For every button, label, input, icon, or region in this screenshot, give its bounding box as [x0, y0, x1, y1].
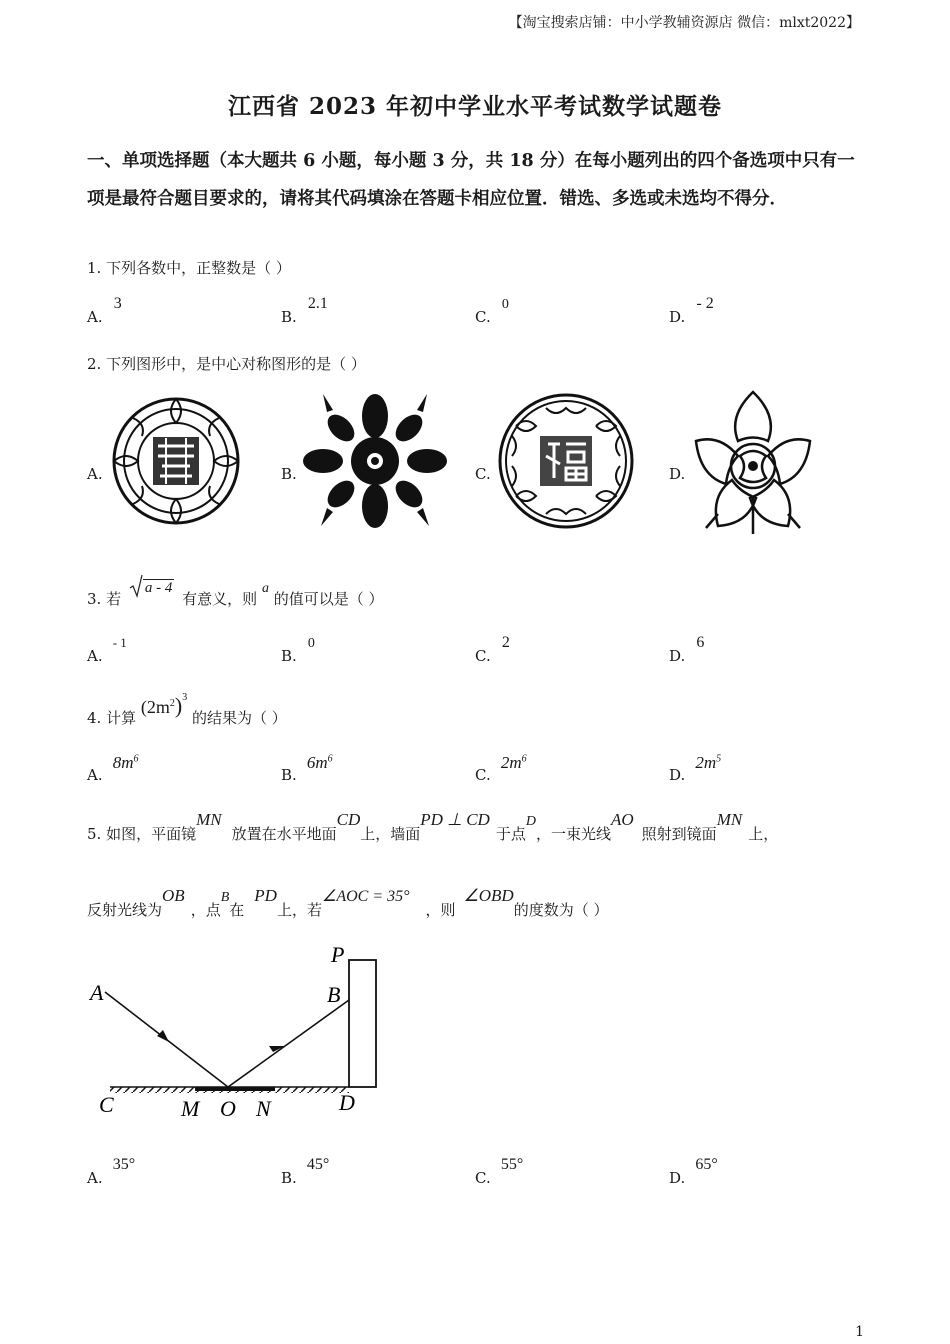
q3-option-c[interactable]	[475, 632, 510, 665]
q5-text: 上，墙面	[360, 825, 421, 843]
option-letter: C.	[475, 1169, 491, 1187]
q2-figure-c-fu-medallion	[496, 386, 638, 536]
q1-option-b[interactable]	[281, 293, 328, 326]
q5-math-perp: PD ⊥ CD	[420, 810, 490, 829]
option-exp: 6	[327, 753, 333, 765]
q5-math-d: D	[525, 814, 536, 829]
q3-middle: 有意义，则	[182, 590, 258, 608]
option-value: - 1	[112, 635, 127, 650]
option-letter: C.	[475, 766, 491, 784]
option-value: 0	[501, 297, 509, 312]
option-coef: 6m	[306, 753, 328, 772]
header-note: 【淘宝搜索店铺：中小学教辅资源店 微信：mlxt2022】	[508, 15, 860, 31]
option-letter: C.	[475, 308, 491, 326]
q5-reflection-figure	[85, 940, 395, 1130]
q5-text: 放置在水平地面	[231, 825, 337, 843]
q4-expr-inner-exp: 2	[169, 698, 175, 709]
q4-option-d[interactable]	[669, 753, 722, 784]
label-a: A	[90, 980, 104, 1005]
label-m: M	[181, 1096, 200, 1121]
q3-suffix: 的值可以是（ ）	[273, 590, 384, 608]
q3-radicand: a - 4	[144, 580, 173, 596]
q3-option-a[interactable]	[87, 632, 127, 665]
q5-text: 在	[229, 901, 245, 919]
option-value: 35°	[112, 1156, 136, 1173]
label-d: D	[339, 1090, 355, 1115]
option-coef: 2m	[695, 753, 717, 772]
q5-text: ，点	[190, 901, 221, 919]
q4-expr-base: (2m	[140, 697, 170, 717]
label-o: O	[220, 1096, 236, 1121]
label-b: B	[327, 982, 341, 1007]
q4-option-b[interactable]	[281, 753, 333, 784]
q3-prefix: 3. 若	[87, 590, 122, 608]
q2-figure-b-flower	[303, 386, 448, 536]
q2-option-a-letter[interactable]: A.	[87, 465, 103, 483]
page-number: 1	[855, 1324, 864, 1340]
q4-option-a[interactable]	[87, 753, 139, 784]
option-letter: B.	[281, 647, 297, 665]
q2-option-c-letter[interactable]: C.	[475, 465, 491, 483]
q5-text: ，一束光线	[535, 825, 611, 843]
option-value: 3	[113, 295, 122, 312]
q3-radical	[129, 574, 175, 598]
q4-suffix: 的结果为（ ）	[191, 709, 287, 727]
section-heading: 一、单项选择题（本大题共 6 小题，每小题 3 分，共 18 分）在每小题列出的四个备选项中只有一项是最符合题目要求的，请将其代码填涂在答题卡相应位置．错选、多选或未选均不得分．	[87, 151, 855, 209]
option-coef: 2m	[500, 753, 522, 772]
q5-text: 照射到镜面	[641, 825, 717, 843]
option-value	[695, 753, 721, 772]
label-c: C	[99, 1092, 114, 1117]
q5-text: 反射光线为	[87, 901, 163, 919]
q2-figure-d-lotus	[688, 386, 818, 536]
option-letter: D.	[669, 308, 686, 326]
option-value	[501, 753, 527, 772]
option-letter: D.	[669, 1169, 686, 1187]
option-letter: C.	[475, 647, 491, 665]
q3-var: a	[261, 581, 269, 596]
option-letter: A.	[87, 647, 103, 665]
q2-figure-a-seal	[106, 386, 246, 536]
q2-option-d-letter[interactable]: D.	[669, 465, 686, 483]
radical-sign-icon	[129, 574, 143, 598]
q5-text: 上，若	[276, 901, 322, 919]
q5-math-angle-aoc: ∠AOC = 35°	[321, 888, 410, 905]
question-2-stem: 2. 下列图形中，是中心对称图形的是（ ）	[87, 355, 366, 373]
q5-math-ao: AO	[611, 810, 634, 829]
option-letter: B.	[281, 1169, 297, 1187]
q5-option-a[interactable]	[87, 1154, 136, 1187]
option-letter: A.	[87, 1169, 103, 1187]
option-value: 0	[307, 636, 315, 651]
option-exp: 6	[133, 753, 139, 765]
q5-text: ，则	[425, 901, 456, 919]
option-value: 2.1	[307, 295, 328, 312]
option-letter: D.	[669, 766, 686, 784]
option-value: 55°	[500, 1156, 524, 1173]
q5-math-angle-obd: ∠OBD	[463, 886, 514, 905]
question-5-line-1	[87, 810, 779, 843]
option-exp: 6	[521, 753, 527, 765]
question-3-stem	[87, 574, 384, 608]
q3-option-b[interactable]	[281, 632, 315, 665]
q4-option-c[interactable]	[475, 753, 527, 784]
q5-math-ob: OB	[162, 886, 185, 905]
question-4-stem	[87, 692, 287, 727]
q5-text: 的度数为（ ）	[513, 901, 609, 919]
wall-pd	[349, 960, 376, 1087]
q4-expr-outer-exp: 3	[182, 692, 188, 703]
option-letter: A.	[87, 766, 103, 784]
q5-option-b[interactable]	[281, 1154, 330, 1187]
q5-math-pd: PD	[254, 886, 277, 905]
q5-text: 于点	[495, 825, 526, 843]
q1-option-d[interactable]	[669, 293, 714, 326]
option-letter: A.	[87, 308, 103, 326]
ray-ob	[228, 1000, 349, 1087]
q3-option-d[interactable]	[669, 632, 705, 665]
option-value: 65°	[695, 1156, 718, 1173]
option-value	[113, 753, 139, 772]
question-5-line-2	[87, 886, 609, 919]
label-p: P	[331, 942, 345, 967]
option-letter: D.	[669, 647, 686, 665]
q5-option-d[interactable]	[669, 1154, 718, 1187]
question-1-stem: 1. 下列各数中，正整数是（ ）	[87, 259, 291, 277]
option-exp: 5	[716, 753, 722, 765]
option-value: 2	[501, 634, 510, 651]
q4-prefix: 4. 计算	[87, 709, 137, 727]
option-value: 45°	[306, 1156, 330, 1173]
option-letter: B.	[281, 766, 297, 784]
q5-math-b: B	[220, 890, 230, 905]
q4-expr-close: )	[174, 693, 183, 718]
q5-math-mn: MN	[196, 810, 222, 829]
q5-text: 5. 如图，平面镜	[87, 825, 197, 843]
option-letter: B.	[281, 308, 297, 326]
q5-option-c[interactable]	[475, 1154, 524, 1187]
option-coef: 8m	[112, 753, 134, 772]
q5-math-mn: MN	[716, 810, 743, 829]
option-value	[307, 753, 333, 772]
q1-option-c[interactable]	[475, 293, 509, 326]
page-title: 江西省 2023 年初中学业水平考试数学试题卷	[227, 93, 723, 120]
arrow-icon	[157, 1030, 169, 1042]
label-n: N	[256, 1096, 271, 1121]
q5-math-cd: CD	[336, 810, 361, 829]
q4-expression	[140, 692, 188, 718]
option-value: 6	[696, 634, 705, 651]
q1-option-a[interactable]	[87, 293, 122, 326]
q5-text: 上，	[748, 825, 779, 843]
q2-option-b-letter[interactable]: B.	[281, 465, 297, 483]
option-value: - 2	[696, 295, 714, 312]
